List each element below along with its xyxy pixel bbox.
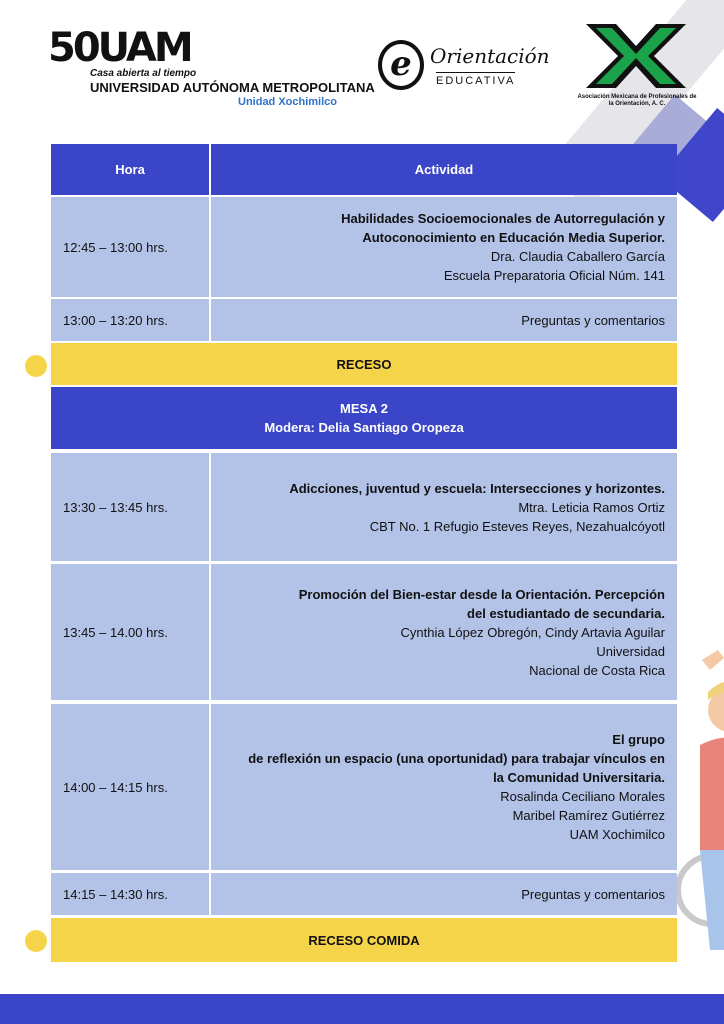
decorative-dot: [25, 930, 47, 952]
amppo-name: Asociación Mexicana de Profesionales de la Orientación, A. C.: [577, 94, 697, 107]
header-activity: Actividad: [211, 144, 677, 195]
header-time: Hora: [51, 144, 211, 195]
uam-mark: 50UAM: [48, 25, 191, 71]
footer-bar: [0, 994, 724, 1024]
activity-detail: Universidad: [596, 643, 665, 659]
table-row: [51, 197, 677, 299]
uam-name: UNIVERSIDAD AUTÓNOMA METROPOLITANA: [90, 80, 375, 95]
activity-detail: Dra. Claudia Caballero García: [490, 249, 665, 264]
activity-title: la Comunidad Universitaria.: [493, 770, 665, 785]
activity-detail: Mtra. Leticia Ramos Ortiz: [518, 499, 665, 515]
activity-detail: UAM Xochimilco: [569, 827, 665, 842]
amppo-logo: [576, 24, 698, 108]
uam-logo: [48, 25, 375, 112]
row-activity: [211, 873, 677, 915]
activity-detail: Maribel Ramírez Gutiérrez: [512, 808, 665, 823]
activity-detail: Cynthia López Obregón, Cindy Artavia Aguilar: [400, 624, 665, 640]
row-activity: [211, 453, 677, 561]
oe-letter: e: [378, 40, 424, 90]
mesa-moderator: Modera: Delia Santiago Oropeza: [264, 420, 464, 435]
activity-detail: Rosalinda Ceciliano Morales: [500, 789, 665, 804]
table-row: [51, 299, 677, 343]
table-header: [51, 144, 677, 195]
receso-comida-label: RECESO COMIDA: [51, 918, 677, 962]
row-activity: [211, 564, 677, 700]
mesa-title: MESA 2: [340, 401, 388, 416]
activity-title: Adicciones, juventud y escuela: Intersecciones y horizontes.: [289, 480, 665, 496]
table-row: [51, 873, 677, 917]
row-activity: [211, 197, 677, 297]
activity-detail: Preguntas y comentarios: [521, 886, 665, 902]
row-time: 12:45 – 13:00 hrs.: [51, 197, 211, 297]
activity-title: Habilidades Socioemocionales de Autorregulación y: [341, 211, 665, 226]
mesa-banner: [51, 387, 677, 449]
receso-row: [51, 343, 677, 385]
activity-title: Autoconocimiento en Educación Media Superior.: [362, 230, 665, 245]
uam-unit: Unidad Xochimilco: [238, 96, 338, 108]
oe-word: Orientación: [430, 44, 550, 68]
activity-title: El grupo: [612, 732, 665, 747]
receso-label: RECESO: [51, 343, 677, 385]
receso-comida-row: [51, 918, 677, 962]
decorative-dot: [25, 355, 47, 377]
row-time: 14:00 – 14:15 hrs.: [51, 704, 211, 870]
table-row: [51, 453, 677, 563]
activity-detail: Preguntas y comentarios: [521, 312, 665, 328]
activity-detail: Nacional de Costa Rica: [529, 662, 665, 678]
uam-tagline: Casa abierta al tiempo: [90, 68, 197, 79]
activity-detail: Escuela Preparatoria Oficial Núm. 141: [443, 268, 665, 283]
row-time: 13:45 – 14.00 hrs.: [51, 564, 211, 700]
oe-sub: EDUCATIVA: [436, 72, 515, 87]
row-time: 13:00 – 13:20 hrs.: [51, 299, 211, 341]
row-activity: [211, 299, 677, 341]
activity-title: del estudiantado de secundaria.: [467, 605, 665, 621]
row-time: 13:30 – 13:45 hrs.: [51, 453, 211, 561]
orientacion-educativa-logo: [378, 36, 548, 100]
table-row: [51, 564, 677, 702]
activity-detail: CBT No. 1 Refugio Esteves Reyes, Nezahualcóyotl: [369, 518, 665, 534]
table-row: [51, 704, 677, 872]
activity-title: Promoción del Bien-estar desde la Orientación. Percepción: [298, 586, 665, 602]
amppo-x-icon: [586, 24, 686, 88]
mesa-row: [51, 387, 677, 449]
row-time: 14:15 – 14:30 hrs.: [51, 873, 211, 915]
row-activity: [211, 704, 677, 870]
activity-title: de reflexión un espacio (una oportunidad) para trabajar vínculos en: [248, 751, 665, 766]
